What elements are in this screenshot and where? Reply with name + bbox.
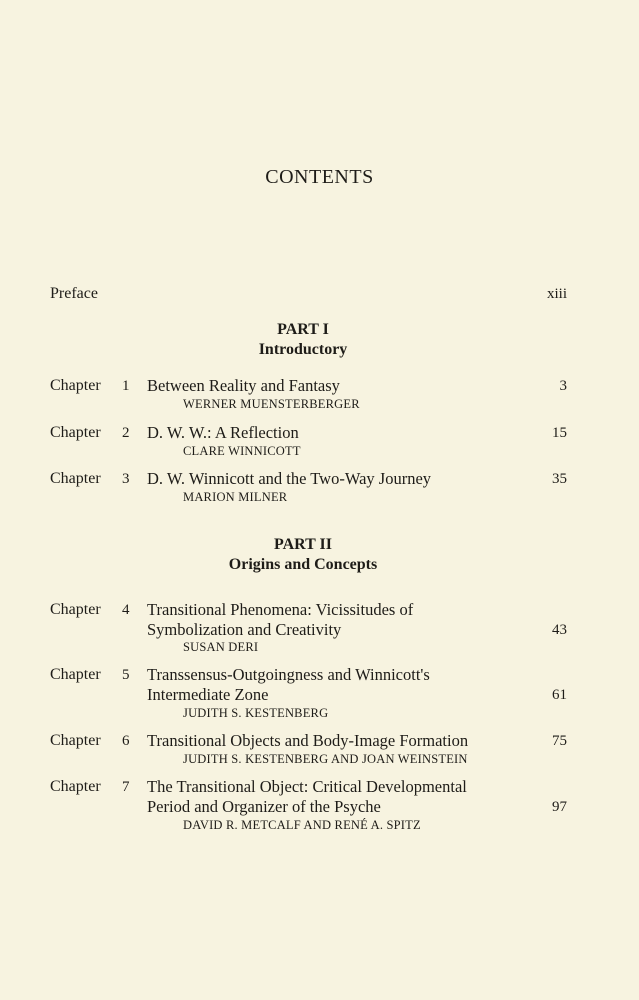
chapter-number: 5: [122, 667, 130, 683]
chapter-page: 3: [559, 378, 567, 394]
chapter-page: 35: [552, 471, 567, 487]
chapter-author: DAVID R. METCALF AND RENÉ A. SPITZ: [183, 818, 421, 832]
chapter-title: Transsensus-Outgoingness and Winnicott's: [147, 665, 430, 684]
part-subtitle: Origins and Concepts: [228, 556, 378, 573]
chapter-title: Transitional Phenomena: Vicissitudes of: [147, 600, 414, 619]
part-subtitle: Introductory: [258, 341, 348, 358]
chapter-page: 75: [552, 733, 567, 749]
chapter-label: Chapter: [50, 778, 101, 795]
preface-label: Preface: [50, 285, 98, 302]
chapter-author: JUDITH S. KESTENBERG: [183, 706, 329, 720]
chapter-number: 4: [122, 602, 130, 618]
chapter-title: Between Reality and Fantasy: [147, 376, 340, 395]
chapter-label: Chapter: [50, 666, 101, 683]
chapter-number: 7: [122, 779, 130, 795]
chapter-number: 2: [122, 425, 130, 441]
chapter-number: 1: [122, 378, 130, 394]
chapter-title: Transitional Objects and Body-Image Formation: [147, 731, 469, 750]
chapter-title: Symbolization and Creativity: [147, 620, 342, 639]
part-heading: PART II: [274, 536, 332, 553]
chapter-title: The Transitional Object: Critical Developmental: [147, 777, 467, 796]
chapter-page: 97: [552, 799, 567, 815]
chapter-label: Chapter: [50, 424, 101, 441]
chapter-title: D. W. W.: A Reflection: [147, 423, 299, 442]
chapter-number: 6: [122, 733, 130, 749]
chapter-page: 15: [552, 425, 567, 441]
chapter-page: 61: [552, 687, 567, 703]
chapter-author: MARION MILNER: [183, 490, 288, 504]
chapter-title: Intermediate Zone: [147, 685, 269, 704]
chapter-author: JUDITH S. KESTENBERG AND JOAN WEINSTEIN: [183, 752, 468, 766]
part-heading: PART I: [277, 321, 329, 338]
preface-page: xiii: [546, 286, 567, 302]
chapter-label: Chapter: [50, 732, 101, 749]
chapter-page: 43: [552, 622, 567, 638]
chapter-title: D. W. Winnicott and the Two-Way Journey: [147, 469, 432, 488]
chapter-title: Period and Organizer of the Psyche: [147, 797, 381, 816]
page-title: CONTENTS: [265, 166, 374, 188]
chapter-label: Chapter: [50, 377, 101, 394]
chapter-number: 3: [122, 471, 130, 487]
chapter-author: SUSAN DERI: [183, 640, 259, 654]
chapter-author: CLARE WINNICOTT: [183, 444, 301, 458]
chapter-label: Chapter: [50, 601, 101, 618]
chapter-author: WERNER MUENSTERBERGER: [183, 397, 360, 411]
chapter-label: Chapter: [50, 470, 101, 487]
